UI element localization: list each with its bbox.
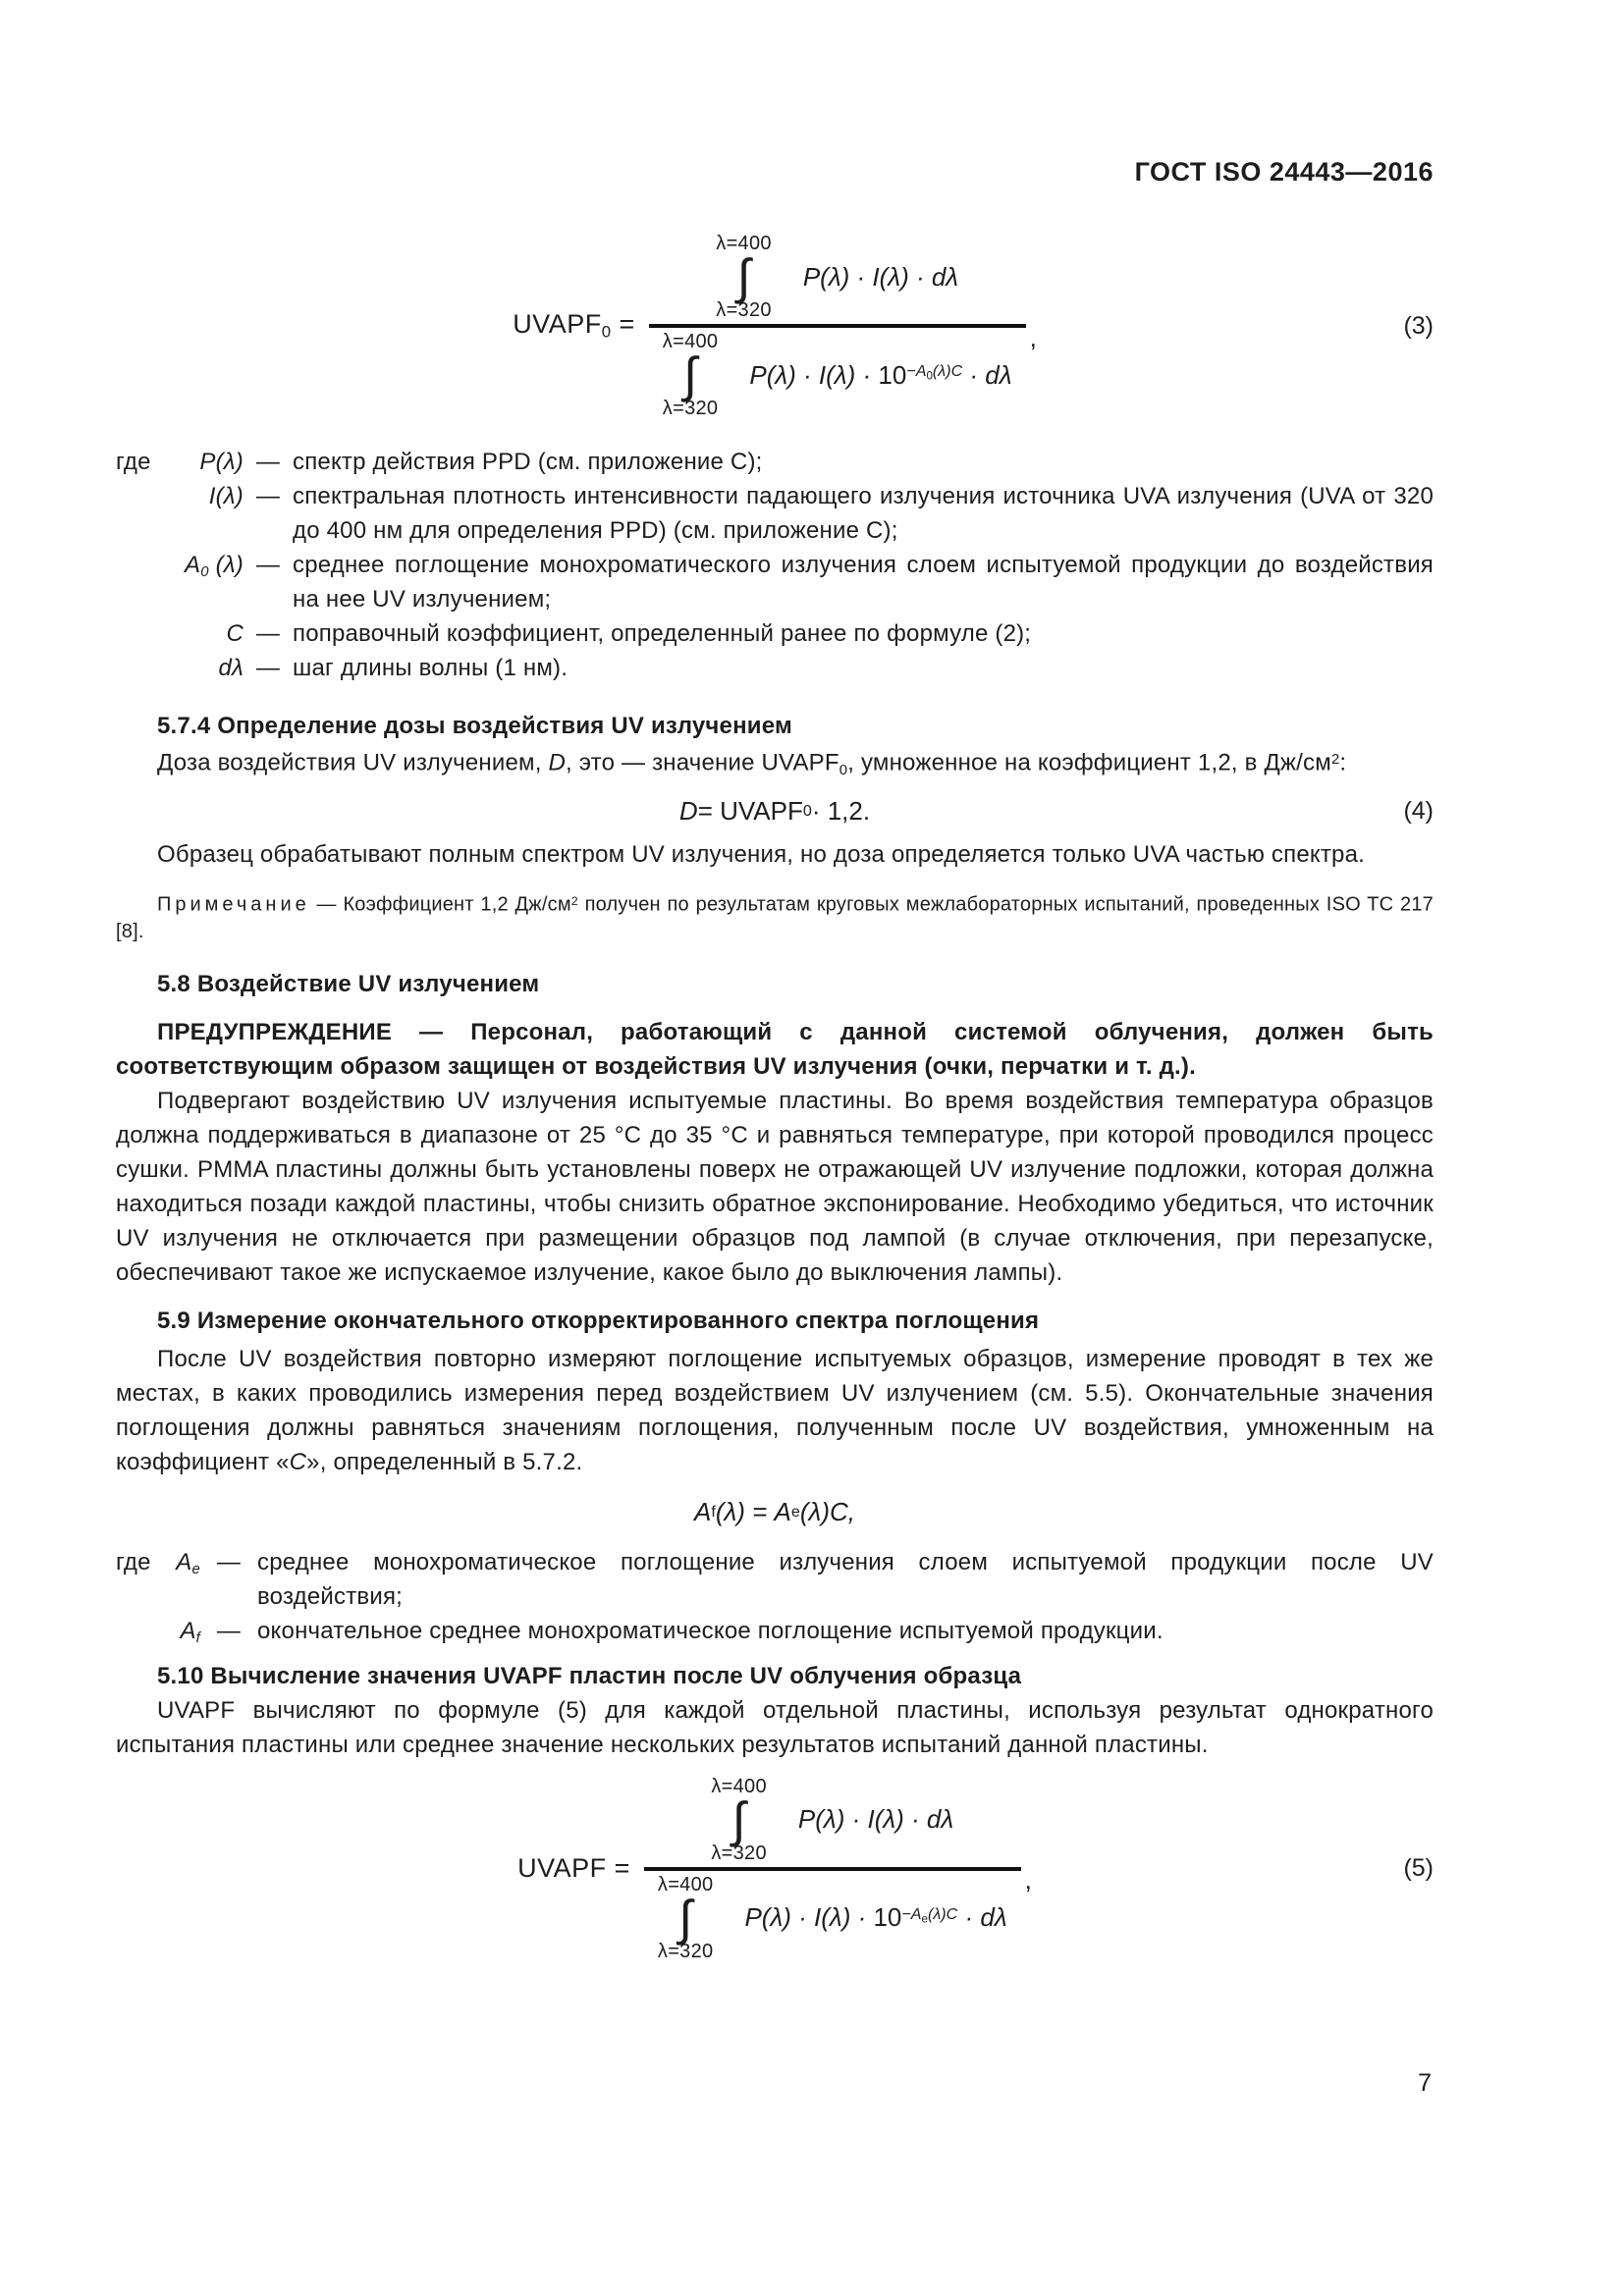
paragraph-sample: Образец обрабатывают полным спектром UV излучения, но доза определяется только UVA частью спектра. — [157, 840, 1366, 868]
upper-limit: λ=400 — [716, 233, 772, 254]
integral-icon: ∫ — [736, 248, 751, 305]
where-row — [116, 651, 1434, 685]
formula-5-equation — [517, 1776, 1032, 1962]
dash: — — [255, 552, 281, 578]
fraction-bar — [644, 1867, 1021, 1871]
integral-block — [658, 1874, 714, 1962]
fraction-bar — [649, 324, 1026, 328]
definition: поправочный коэффициент, определенный ранее по формуле (2); — [293, 620, 1032, 647]
where-row — [116, 1614, 1434, 1656]
formula-3-denominator — [663, 331, 1012, 419]
term-p-lambda: P(λ) — [199, 449, 244, 475]
dash: — — [216, 1618, 242, 1645]
formula-3 — [116, 233, 1434, 419]
note: Примечание — Коэффициент 1,2 $Дж/см^2$ получен по результатам круговых межлабораторных испытаний, проведенных ISO TC 217 [8]. — [116, 893, 1435, 943]
lower-limit: λ=320 — [657, 1940, 714, 1962]
where-row — [116, 616, 1434, 651]
where-row — [116, 445, 1434, 479]
formula-4-number: (4) — [1403, 797, 1434, 826]
formula-4-equation: D = UVAPF 0 · 1,2. — [678, 796, 871, 827]
where-row — [116, 548, 1434, 616]
term-i-lambda: I(λ) — [208, 483, 244, 509]
formula-comma: , — [1029, 322, 1037, 352]
dash: — — [255, 483, 281, 509]
denominator-expression: $P(\lambda) \cdot I(\lambda) \cdot 10^{-A_0(\lambda)C} \cdot d\lambda$ — [749, 359, 1012, 390]
definition: среднее монохроматическое поглощение излучения слоем испытуемой продукции после UV воздействия; — [257, 1549, 1434, 1611]
page-content — [116, 0, 1434, 1962]
formula-3-numerator — [716, 233, 958, 321]
term-af: Af — [180, 1618, 200, 1647]
definition: шаг длины волны (1 нм). — [293, 655, 568, 681]
lower-limit: λ=320 — [711, 1842, 767, 1864]
where-lead: где — [116, 1549, 151, 1576]
page-number: 7 — [1418, 2069, 1432, 2097]
term-c: C — [226, 620, 244, 647]
paragraph-dose: Доза воздействия UV излучением, D, это — значение UVAPF0, умноженное на коэффициент 1,2, в $Дж/см^2$: — [157, 749, 1347, 778]
dash: — — [255, 655, 281, 681]
paragraph-after-uv: После UV воздействия повторно измеряют поглощение испытуемых образцов, измерение проводят в тех же местах, в каких проводились измерения перед воздействием UV излучением (см. 5.5). Окончательные значения поглощения должны равняться значениям поглощения, полученным после UV воздействия, умноженным на коэффициент «C», определенный в 5.7.2. — [116, 1346, 1434, 1476]
dash: — — [255, 449, 281, 475]
formula-5-lhs: UVAPF = — [517, 1853, 630, 1884]
integral-icon: ∫ — [731, 1790, 746, 1848]
term-d-lambda: dλ — [218, 655, 244, 681]
heading-5-8: 5.8 Воздействие UV излучением — [157, 971, 540, 998]
formula-5-numerator — [711, 1776, 953, 1864]
denominator-expression: $P(\lambda) \cdot I(\lambda) \cdot 10^{-A_e(\lambda)C} \cdot d\lambda$ — [744, 1902, 1007, 1933]
formula-af-equation: A f (λ) = A e (λ)C, — [693, 1497, 855, 1527]
definition: среднее поглощение монохроматического излучения слоем испытуемой продукции до воздействия на нее UV излучением; — [293, 552, 1434, 613]
lower-limit: λ=320 — [662, 398, 719, 419]
formula-5-fraction — [644, 1776, 1021, 1962]
definition: спектральная плотность интенсивности падающего излучения источника UVA излучения (UVA от 320 до 400 нм для определения PPD) (см. приложение C); — [293, 483, 1434, 544]
paragraph-exposure: Подвергают воздействию UV излучения испытуемые пластины. Во время воздействия температура образцов должна поддерживаться в диапазоне от 25 °C до 35 °C и равняться температуре, при которой проводился процесс сушки. PMMA пластины должны быть установлены поверх не отражающей UV излучение подложки, которая должна находиться позади каждой пластины, чтобы снизить обратное экспонирование. Необходимо убедиться, что источник UV излучения не отключается при размещении образцов под лампой (в случае отключения, при перезапуске, обеспечивают такое же испускаемое излучение, какое было до выключения лампы). — [116, 1088, 1434, 1287]
heading-5-7-4: 5.7.4 Определение дозы воздействия UV излучением — [157, 713, 792, 739]
dash: — — [216, 1549, 242, 1576]
heading-5-9: 5.9 Измерение окончательного откорректированного спектра поглощения — [157, 1308, 1040, 1335]
term-a0-lambda: A0 (λ) — [185, 552, 244, 581]
lower-limit: λ=320 — [716, 299, 772, 321]
definition: спектр действия PPD (см. приложение C); — [293, 449, 763, 475]
integral-block — [663, 331, 719, 419]
formula-af — [116, 1495, 1434, 1529]
integral-icon: ∫ — [678, 1889, 693, 1947]
formula-comma: , — [1024, 1865, 1032, 1896]
upper-limit: λ=400 — [662, 331, 719, 352]
document-header: ГОСТ ISO 24443—2016 — [1134, 157, 1434, 187]
upper-limit: λ=400 — [711, 1775, 767, 1797]
formula-3-fraction — [649, 233, 1026, 419]
where-row — [116, 479, 1434, 548]
where-list-1 — [116, 445, 1434, 685]
formula-5-denominator — [658, 1874, 1007, 1962]
definition: окончательное среднее монохроматическое поглощение испытуемой продукции. — [257, 1618, 1164, 1645]
where-row — [116, 1545, 1434, 1614]
heading-5-10: 5.10 Вычисление значения UVAPF пластин после UV облучения образца — [157, 1662, 1022, 1689]
upper-limit: λ=400 — [657, 1873, 714, 1896]
formula-3-lhs: UVAPF0 = — [513, 309, 635, 342]
term-ae: Ae — [176, 1549, 200, 1578]
dash: — — [255, 620, 281, 647]
integral-block — [716, 233, 772, 321]
formula-3-equation — [513, 233, 1037, 419]
integral-block — [711, 1776, 767, 1864]
numerator-expression: P(λ) · I(λ) · dλ — [802, 261, 959, 292]
formula-3-number: (3) — [1403, 311, 1434, 340]
formula-5-number: (5) — [1403, 1854, 1434, 1883]
where-list-2 — [116, 1545, 1434, 1656]
formula-5 — [116, 1776, 1434, 1962]
note-label: Примечание — [157, 893, 310, 916]
integral-icon: ∫ — [683, 347, 697, 403]
numerator-expression: P(λ) · I(λ) · dλ — [797, 1804, 954, 1835]
where-lead: где — [116, 449, 151, 475]
paragraph-warning: ПРЕДУПРЕЖДЕНИЕ — Персонал, работающий с данной системой облучения, должен быть соответствующим образом защищен от воздействия UV излучения (очки, перчатки и т. д.). — [116, 1019, 1434, 1081]
paragraph-uvapf-calc: UVAPF вычисляют по формуле (5) для каждой отдельной пластины, используя результат однократного испытания пластины или среднее значение нескольких результатов испытаний данной пластины. — [116, 1696, 1434, 1758]
formula-4 — [116, 792, 1434, 831]
